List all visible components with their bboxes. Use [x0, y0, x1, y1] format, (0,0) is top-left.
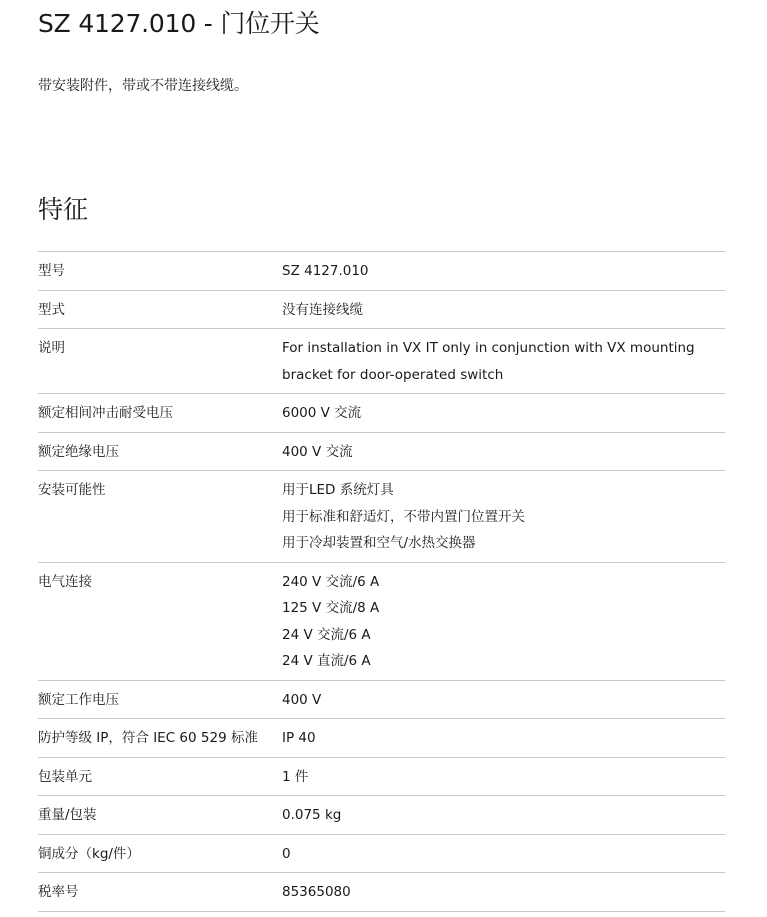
spec-label: 电气连接 [38, 573, 92, 590]
spec-value-line: 6000 V 交流 [282, 405, 362, 421]
spec-value-line: 用于LED 系统灯具 [282, 482, 394, 498]
spec-value [282, 835, 725, 873]
spec-value-line: 1 件 [282, 768, 309, 785]
spec-value [282, 796, 725, 834]
spec-value-line: For installation in VX IT only in conjunction with VX mounting [282, 340, 695, 356]
spec-value [282, 433, 725, 471]
spec-label: 防护等级 IP，符合 IEC 60 529 标准 [38, 730, 258, 746]
spec-label: 型式 [38, 301, 65, 318]
table-row [38, 563, 725, 681]
spec-value-line: SZ 4127.010 [282, 263, 369, 279]
spec-value [282, 252, 725, 290]
table-row [38, 471, 725, 563]
spec-value-line: 400 V [282, 691, 322, 708]
spec-value-line: bracket for door-operated switch [282, 366, 504, 383]
features-table [38, 251, 725, 912]
spec-value-line: 400 V 交流 [282, 443, 353, 460]
spec-value-line: 没有连接线缆 [282, 301, 363, 318]
table-row [38, 433, 725, 472]
page-subtitle: 带安装附件，带或不带连接线缆。 [38, 78, 248, 94]
spec-label: 额定工作电压 [38, 691, 119, 708]
spec-value-line: 用于标准和舒适灯，不带内置门位置开关 [282, 508, 525, 525]
table-row [38, 835, 725, 874]
page-title: SZ 4127.010 - 门位开关 [38, 9, 320, 38]
spec-label: 额定绝缘电压 [38, 443, 119, 460]
spec-value [282, 681, 725, 719]
spec-value-line: 24 V 直流/6 A [282, 653, 371, 669]
spec-value [282, 758, 725, 796]
spec-label: 包装单元 [38, 768, 92, 785]
spec-label: 型号 [38, 263, 65, 279]
features-heading: 特征 [38, 195, 89, 224]
spec-value-line: 24 V 交流/6 A [282, 626, 371, 643]
table-row [38, 719, 725, 758]
spec-value-line: 0.075 kg [282, 807, 342, 823]
spec-label: 税率号 [38, 884, 79, 900]
table-row [38, 394, 725, 433]
spec-label: 安装可能性 [38, 482, 106, 498]
spec-value [282, 719, 725, 757]
spec-value [282, 291, 725, 329]
spec-value-line: 125 V 交流/8 A [282, 600, 380, 616]
table-row [38, 758, 725, 797]
spec-value [282, 329, 725, 393]
spec-value-line: 用于冷却装置和空气/水热交换器 [282, 535, 476, 551]
spec-label: 额定相间冲击耐受电压 [38, 405, 173, 421]
spec-value [282, 394, 725, 432]
spec-value [282, 563, 725, 680]
spec-label: 重量/包装 [38, 807, 97, 823]
table-row [38, 873, 725, 912]
table-row [38, 291, 725, 330]
spec-value [282, 873, 725, 911]
spec-label: 说明 [38, 340, 65, 356]
spec-value-line: 0 [282, 845, 291, 862]
spec-value-line: 85365080 [282, 884, 351, 900]
table-row [38, 796, 725, 835]
spec-value-line: 240 V 交流/6 A [282, 573, 380, 590]
table-row [38, 252, 725, 291]
spec-label: 铜成分（kg/件） [38, 845, 140, 862]
spec-value-line: IP 40 [282, 730, 316, 746]
table-row [38, 681, 725, 720]
spec-value [282, 471, 725, 562]
table-row [38, 329, 725, 394]
